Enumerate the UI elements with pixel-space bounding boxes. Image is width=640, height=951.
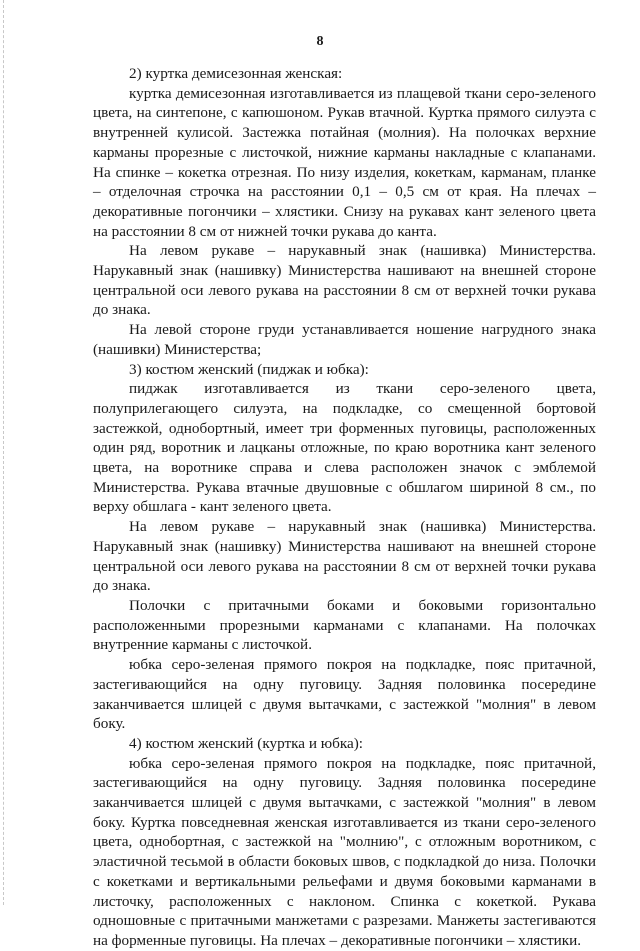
section-heading-jacket: 2) куртка демисезонная женская:: [129, 65, 343, 82]
paragraph-blazer-description: пиджак изготавливается из ткани серо-зеленого цвета, полуприлегающего силуэта, на подкладке, со смещенной бортовой застежкой, однобортный, имеет три форменных пуговицы, расположенных один ряд, воротник и лацканы отложные, по краю воротника кант зеленого цвета, на воротнике справа и слева расположен значок с эмблемой Министерства. Рукава втачные двушовные с обшлагом шириной 8 см., по верху обшлага - кант зеленого цвета.: [93, 380, 596, 516]
scan-edge-line: [3, 0, 4, 905]
paragraph-chest-badge: На левой стороне груди устанавливается ношение нагрудного знака (нашивки) Министерства;: [93, 321, 596, 358]
section-heading-suit-jacket: 4) костюм женский (куртка и юбка):: [129, 734, 363, 752]
paragraph-front-panels: Полочки с притачными боками и боковыми горизонтально расположенными прорезными карманами с клапанами. На полочках внутренние карманы с листочкой.: [93, 596, 596, 654]
paragraph-skirt-description: юбка серо-зеленая прямого покроя на подкладке, пояс притачной, застегивающийся на одну пуговицу. Задняя половинка посередине заканчивается шлицей с двумя вытачками, с застежкой "молния" в левом боку.: [93, 656, 596, 733]
paragraph-sleeve-badge-2: На левом рукаве – нарукавный знак (нашивка) Министерства. Нарукавный знак (нашивку) Министерства нашивают на внешней стороне центральной оси левого рукава на расстоянии 8 см от верхней точки рукава до знака.: [93, 518, 596, 595]
section-heading-suit-blazer: 3) костюм женский (пиджак и юбка):: [129, 360, 369, 378]
page-number: 8: [316, 34, 324, 49]
paragraph-skirt-and-jacket: юбка серо-зеленая прямого покроя на подкладке, пояс притачной, застегивающийся на одну пуговицу. Задняя половинка посередине заканчивается шлицей с двумя вытачками, с застежкой "молния" в левом боку. Куртка повседневная женская изготавливается из ткани серо-зеленого цвета, однобортная, с застежкой на "молнию", с отложным воротником, с эластичной тесьмой в области боковых швов, с подкладкой до низа. Полочки с кокетками и вертикальными рельефами и двумя боковыми карманами в листочку, расположенных с наклоном. Спинка с кокеткой. Рукава одношовные с притачными манжетами с разрезами. Манжеты застегиваются на форменные пуговицы. На плечах – декоративные погончики – хлястики.: [93, 754, 596, 949]
document-body: [93, 64, 596, 951]
paragraph-sleeve-badge: На левом рукаве – нарукавный знак (нашивка) Министерства. Нарукавный знак (нашивку) Министерства нашивают на внешней стороне центральной оси левого рукава на расстоянии 8 см от верхней точки рукава до знака.: [93, 242, 596, 319]
paragraph-jacket-description: куртка демисезонная изготавливается из плащевой ткани серо-зеленого цвета, на синтепоне, с капюшоном. Рукав втачной. Куртка прямого силуэта с внутренней кулисой. Застежка потайная (молния). На полочках верхние карманы прорезные с листочкой, нижние карманы накладные с клапанами. На спинке – кокетка отрезная. По низу изделия, кокеткам, карманам, планке – отделочная строчка на расстоянии 0,1 – 0,5 см от края. На плечах – декоративные погончики – хлястики. Снизу на рукавах кант зеленого цвета на расстоянии 8 см от нижней точки рукава до канта.: [93, 84, 596, 240]
